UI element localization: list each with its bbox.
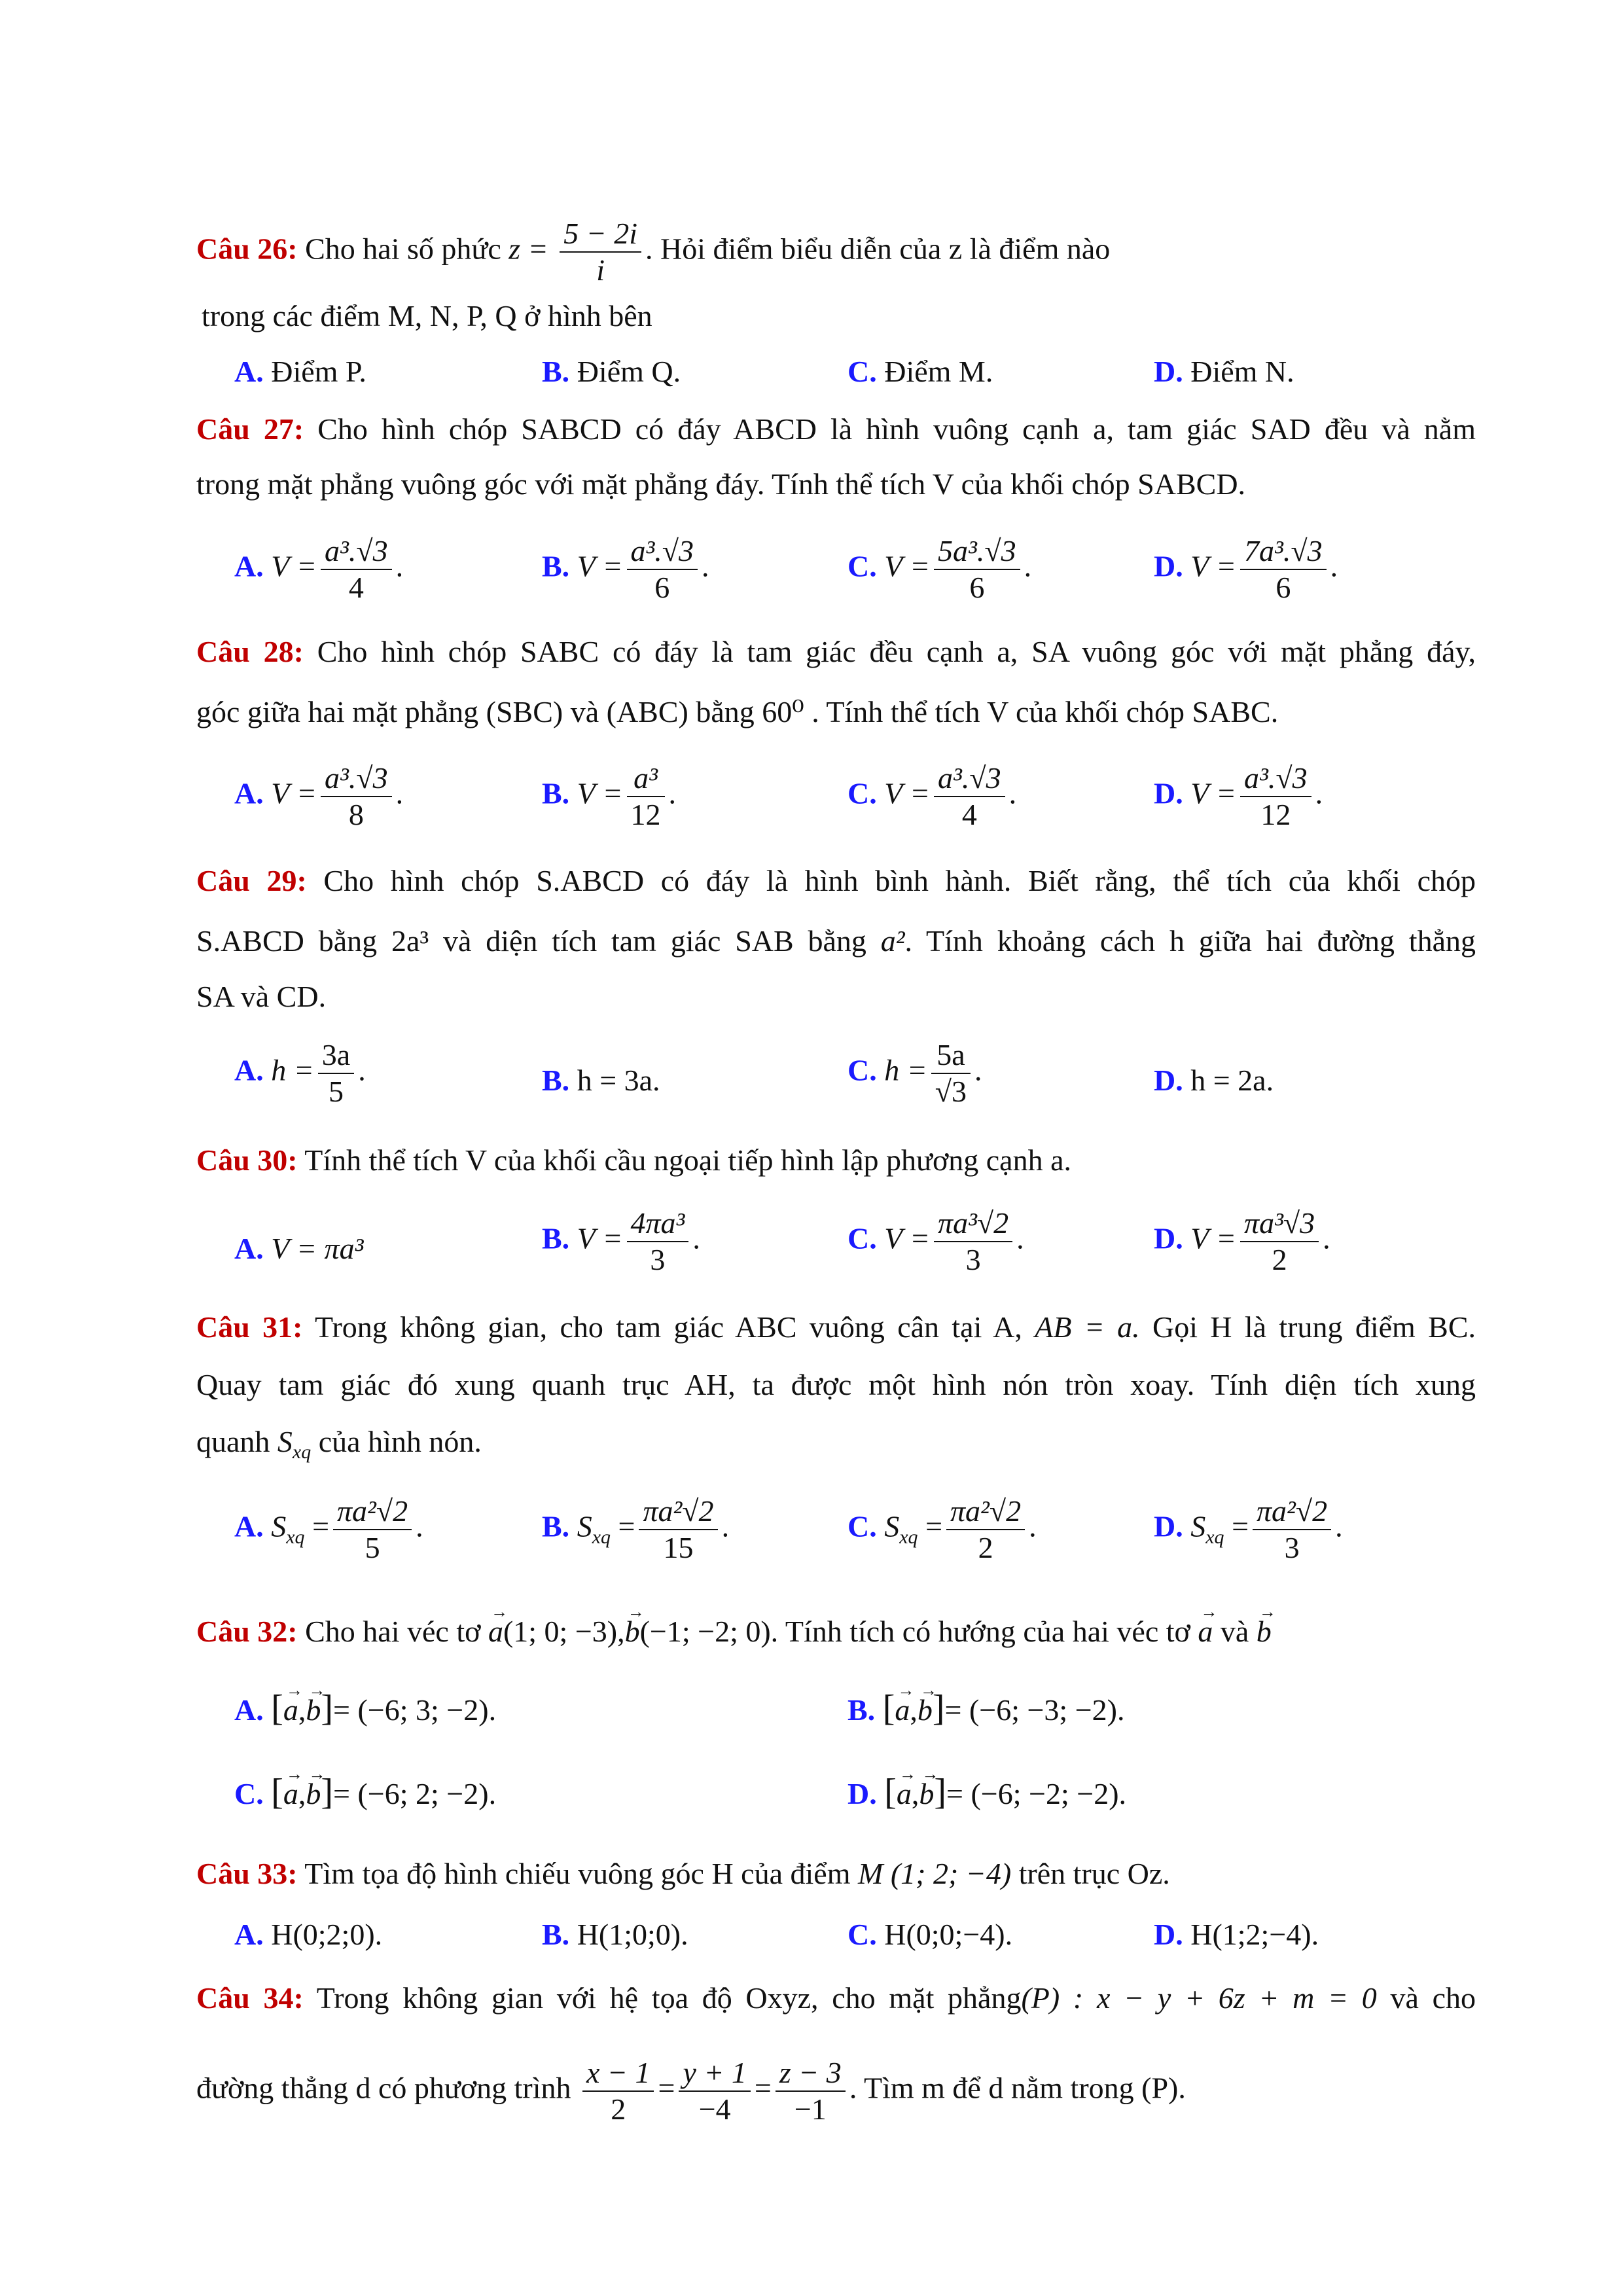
option-text: H(1;2;−4). [1183,1918,1319,1951]
option-label: D. [847,1777,877,1810]
option-label: D. [1154,1221,1183,1255]
q34-label: Câu 34: [196,1981,304,2015]
q31-option-b[interactable]: B. $S_{xq}$ = $\frac{\text{πa²√2}}{15}$ . [542,1494,730,1564]
vector-b-coords: (−1; −2; 0). [639,1615,779,1648]
frac-den: 12 [1260,798,1291,831]
q30-option-b[interactable]: B. V = $\frac{\text{4πa³}}{3}$ . [542,1206,700,1276]
q31-stem1b: Gọi H là trung điểm BC. [1139,1310,1476,1344]
option-label: B. [542,776,570,810]
vector-b: → b [306,1692,321,1729]
q31-s-sub: xq [292,1441,312,1463]
q29-option-d[interactable] [1154,1062,1274,1099]
option-fraction [934,761,1005,833]
frac-den: 4 [961,798,977,831]
option-lhs: V = [1190,549,1237,583]
frac-num: πa²√2 [333,1494,412,1530]
q29-line3: SA và CD. [196,980,327,1013]
vector-a: → a [1198,1613,1213,1650]
option-lhs: V = [271,549,317,583]
frac-den: √3 [935,1075,967,1108]
frac-den: 3 [1284,1531,1300,1564]
frac-den: 12 [630,798,661,831]
option-fraction [1240,1206,1319,1278]
option-label: D. [1154,1918,1183,1951]
q28-option-a[interactable]: A. V = $\frac{\text{a³.√3}}{8}$ . [234,761,404,831]
vector-a-coords: (1; 0; −3), [503,1615,625,1648]
option-label: D. [1154,776,1183,810]
option-label: D. [1154,355,1183,388]
option-label: B. [847,1693,876,1727]
q32-option-b[interactable]: B. [→ a,→ b]= (−6; −3; −2). [847,1690,1124,1729]
frac-num: a³ [627,761,665,797]
option-text: H(0;0;−4). [876,1918,1013,1951]
option-label: D. [1154,1064,1183,1097]
option-lhs: h = [271,1053,314,1087]
frac-den: 3 [965,1243,981,1276]
q28-option-b[interactable]: B. V = $\frac{\text{a³}}{12}$ . [542,761,676,831]
option-fraction [1240,761,1311,833]
vector-b: → b [1257,1613,1272,1650]
q33-label: Câu 33: [196,1857,298,1890]
frac-num: 7a³.√3 [1240,533,1327,570]
q31-option-a[interactable]: A. $S_{xq}$ = $\frac{\text{πa²√2}}{5}$ . [234,1494,423,1564]
option-text: h = 2a. [1190,1064,1274,1097]
option-text: Điểm N. [1183,355,1294,388]
q27-line1 [196,411,1476,448]
vector-a: → a [488,1613,503,1650]
option-lhs: V = [884,1221,931,1255]
vector-a: → a [895,1692,910,1729]
option-fraction [639,1494,717,1566]
q31-label: Câu 31: [196,1310,303,1344]
vector-a: → a [897,1776,912,1812]
q33-stem2: trên trục Oz. [1011,1857,1170,1890]
frac-den: 6 [1275,571,1291,604]
option-label: A. [234,549,264,583]
vector-a: → a [283,1776,298,1812]
option-label: B. [542,1509,570,1543]
q32-option-d[interactable]: D. [→ a,→ b]= (−6; −2; −2). [847,1774,1126,1812]
q32-options-row2 [0,1774,1623,1813]
q27-options [0,533,1623,612]
q30-option-c[interactable]: C. V = $\frac{\text{πa³√2}}{3}$ . [847,1206,1024,1276]
q28-stem: Cho hình chóp SABC có đáy là tam giác đều cạnh a, SA vuông góc với mặt phẳng đáy, [303,635,1476,668]
option-label: A. [234,1918,264,1951]
q32-options-row1 [0,1690,1623,1729]
q26-fraction [560,216,641,288]
option-label: D. [1154,549,1183,583]
q31-ab: AB = a. [1035,1310,1140,1344]
q33-option-b[interactable] [542,1916,688,1953]
frac-num: 3a [318,1037,354,1074]
q26-stem: Cho hai số phức [297,232,509,266]
option-lhs: V = [577,1221,623,1255]
q28-stem2: góc giữa hai mặt phẳng (SBC) và (ABC) bằng [196,695,755,728]
option-label: B. [542,549,570,583]
q33-option-d[interactable] [1154,1916,1319,1953]
q33-options [0,1916,1623,1953]
vector-a: → a [283,1692,298,1729]
q29-option-b[interactable] [542,1062,660,1099]
frac-den: 2 [978,1531,993,1564]
option-fraction [1253,1494,1331,1566]
q31-option-d[interactable]: D. $S_{xq}$ = $\frac{\text{πa²√2}}{3}$ . [1154,1494,1343,1564]
option-fraction [946,1494,1025,1566]
option-label: C. [847,1509,877,1543]
q29-stem: Cho hình chóp S.ABCD có đáy là hình bình hành. Biết rằng, thể tích của khối chóp [306,864,1476,897]
frac-num: x − 1 [582,2055,654,2092]
frac-num: a³.√3 [321,761,392,797]
option-s: S [884,1509,900,1543]
q33-line1 [196,1856,1170,1892]
frac-num: a³.√3 [1240,761,1311,797]
q31-stem3b: của hình nón. [311,1425,482,1458]
option-label: D. [1154,1509,1183,1543]
frac-num: πa²√2 [946,1494,1025,1530]
q27-option-b[interactable]: B. V = $\frac{\text{a³.√3}}{6}$ . [542,534,709,604]
q26-line1 [196,216,1110,288]
q32-and: và [1220,1615,1249,1648]
option-text: h = 3a. [577,1064,660,1097]
q34-frac-y [679,2055,750,2127]
q30-option-a[interactable] [234,1230,363,1267]
option-label: C. [847,355,877,388]
option-fraction [318,1037,354,1109]
frac-den: −4 [698,2092,731,2126]
option-label: A. [234,1693,264,1727]
frac-den: 6 [969,571,985,604]
frac-den: 2 [1272,1243,1287,1276]
frac-num: a³.√3 [934,761,1005,797]
q26-den: i [596,253,605,287]
option-lhs: V = [1190,776,1237,810]
vector-b: → b [919,1776,934,1812]
option-text: H(0;2;0). [263,1918,383,1951]
q31-options [0,1494,1623,1579]
option-text: Điểm P. [263,355,366,388]
option-fraction [934,533,1020,605]
option-fraction [1240,533,1327,605]
q32-stem: Cho hai véc tơ [297,1615,481,1648]
q26-option-a[interactable] [234,353,366,390]
frac-num: a³.√3 [321,533,392,570]
q28-angle: 60⁰ [762,695,804,728]
frac-den: 2 [611,2092,626,2126]
q34-line1 [196,1980,1476,2017]
q31-stem3a: quanh [196,1425,270,1458]
q32-label: Câu 32: [196,1615,298,1648]
q29-option-a[interactable]: A. h = $\frac{3a}{5}$ . [234,1038,366,1108]
q29-area: a² [880,924,905,958]
q30-option-d[interactable]: D. V = $\frac{\text{πa³√3}}{2}$ . [1154,1206,1330,1276]
option-label: A. [234,1509,264,1543]
option-s: S [577,1509,592,1543]
q29-option-c[interactable]: C. h = $\frac{5a}{√3}$ . [847,1038,982,1108]
q32-stem2: Tính tích có hướng của hai véc tơ [778,1615,1190,1648]
q33-stem: Tìm tọa độ hình chiếu vuông góc H của điểm [297,1857,851,1890]
q31-s: S [277,1425,293,1458]
option-lhs: V = [884,549,931,583]
q27-stem: Cho hình chóp SABCD có đáy ABCD là hình vuông cạnh a, tam giác SAD đều và nằm [304,412,1476,446]
option-result: = (−6; 2; −2). [333,1777,497,1810]
q29-volume: 2a³ [391,924,429,958]
frac-num: 5a³.√3 [934,533,1020,570]
option-s: S [1190,1509,1206,1543]
frac-num: y + 1 [679,2055,750,2092]
q28-stem3: . Tính thể tích V của khối chóp SABC. [804,695,1279,728]
vector-b: → b [625,1613,640,1650]
q26-lhs: z = [508,232,548,266]
option-fraction [627,533,698,605]
q34-stem2a: đường thẳng d có phương trình [196,2071,571,2105]
frac-den: 5 [328,1075,344,1108]
option-label: A. [234,1053,264,1087]
option-s-sub: xq [1205,1526,1224,1548]
option-fraction [934,1206,1012,1278]
q29-stem2a: S.ABCD bằng [196,924,378,958]
frac-num: 5a [931,1037,971,1074]
frac-num: a³.√3 [627,533,698,570]
option-label: A. [234,776,264,810]
q26-option-d[interactable] [1154,353,1294,390]
q32-option-c[interactable]: C. [→ a,→ b]= (−6; 2; −2). [234,1774,496,1812]
q28-options [0,761,1623,839]
frac-den: 3 [650,1243,666,1276]
q31-stem: Trong không gian, cho tam giác ABC vuông cân tại A, [302,1310,1022,1344]
q31-line2: Quay tam giác đó xung quanh trục AH, ta được một hình nón tròn xoay. Tính diện tích xung [196,1368,1476,1401]
vector-b: → b [306,1776,321,1812]
q26-num: 5 − 2i [560,216,641,253]
q32-line1 [196,1613,1272,1650]
q29-label: Câu 29: [196,864,307,897]
option-s-sub: xq [592,1526,611,1548]
frac-den: 15 [663,1531,694,1564]
q29-line2 [196,923,1476,960]
frac-num: πa²√2 [639,1494,717,1530]
q28-line2 [196,694,1278,730]
option-lhs: V = [577,776,623,810]
option-fraction [333,1494,412,1566]
option-result: = (−6; −3; −2). [944,1693,1125,1727]
option-label: C. [847,776,877,810]
q27-option-d[interactable]: D. V = $\frac{\text{7a³.√3}}{6}$ . [1154,534,1338,604]
frac-num: πa³√3 [1240,1206,1319,1242]
option-label: C. [234,1777,264,1810]
option-label: C. [847,1221,877,1255]
option-label: B. [542,1064,570,1097]
q29-stem2c: . Tính khoảng cách h giữa hai đường thẳng [904,924,1476,958]
frac-den: 4 [348,571,364,604]
q34-frac-x [582,2055,654,2127]
q34-stem2b: . Tìm m để d nằm trong (P). [849,2071,1186,2105]
q31-line3 [196,1424,482,1471]
q29-line1 [196,863,1476,899]
option-lhs: V = [884,776,931,810]
option-label: B. [542,1918,570,1951]
option-label: C. [847,549,877,583]
option-label: B. [542,1221,570,1255]
q26-stem2: . Hỏi điểm biểu diễn của z là điểm nào [645,232,1111,266]
q30-options [0,1206,1623,1284]
option-fraction [627,761,665,833]
frac-num: πa²√2 [1253,1494,1331,1530]
option-label: C. [847,1053,877,1087]
option-result: = (−6; −2; −2). [946,1777,1127,1810]
q26-option-b[interactable] [542,353,681,390]
option-lhs: V = [1190,1221,1237,1255]
option-label: A. [234,1232,264,1265]
option-s-sub: xq [899,1526,918,1548]
option-lhs: h = [884,1053,927,1087]
q29-stem2b: và diện tích tam giác SAB bằng [429,924,866,958]
frac-den: 8 [348,798,364,831]
q27-line2: trong mặt phẳng vuông góc với mặt phẳng đáy. Tính thể tích V của khối chóp SABCD. [196,467,1246,501]
option-fraction [321,761,392,833]
q33-option-a[interactable] [234,1916,382,1953]
q26-label: Câu 26: [196,232,298,266]
q26-line2: trong các điểm M, N, P, Q ở hình bên [202,299,652,332]
option-text: V = πa³ [271,1232,364,1265]
q34-frac-z [776,2055,846,2127]
q34-plane: (P) : x − y + 6z + m = 0 [1021,1981,1377,2015]
q27-option-a[interactable]: A. V = $\frac{\text{a³.√3}}{4}$ . [234,534,404,604]
frac-num: 4πa³ [627,1206,689,1242]
q28-label: Câu 28: [196,635,304,668]
option-s-sub: xq [286,1526,305,1548]
frac-num: πa³√2 [934,1206,1012,1242]
q26-options [0,353,1623,390]
q27-option-c[interactable]: C. V = $\frac{\text{5a³.√3}}{6}$ . [847,534,1032,604]
q32-option-a[interactable]: A. [→ a,→ b]= (−6; 3; −2). [234,1690,496,1729]
q30-line1 [196,1142,1071,1179]
option-text: Điểm M. [876,355,993,388]
option-text: H(1;0;0). [569,1918,688,1951]
q28-option-c[interactable]: C. V = $\frac{\text{a³.√3}}{4}$ . [847,761,1017,831]
q30-label: Câu 30: [196,1143,298,1177]
q30-stem: Tính thể tích V của khối cầu ngoại tiếp hình lập phương cạnh a. [297,1143,1072,1177]
option-fraction [321,533,392,605]
q28-line1 [196,634,1476,670]
option-fraction [627,1206,689,1278]
option-fraction [931,1037,971,1109]
q33-option-c[interactable] [847,1916,1012,1953]
q34-line2: đường thẳng d có phương trình $\frac{x - 1}{2}$ = $\frac{y + 1}{-4}$ = $\frac{z - 3}{-1}$ . Tìm m để d nằm trong (P). [196,2056,1186,2126]
option-result: = (−6; 3; −2). [333,1693,497,1727]
option-s: S [271,1509,287,1543]
frac-den: −1 [794,2092,827,2126]
q28-option-d[interactable]: D. V = $\frac{\text{a³.√3}}{12}$ . [1154,761,1323,831]
option-label: B. [542,355,570,388]
vector-b: → b [918,1692,933,1729]
option-label: A. [234,355,264,388]
q33-point: M (1; 2; −4) [858,1857,1012,1890]
q34-stem: Trong không gian với hệ tọa độ Oxyz, cho mặt phẳng [303,1981,1022,2015]
q34-stem1b: và cho [1376,1981,1476,2015]
frac-num: z − 3 [776,2055,846,2092]
option-lhs: V = [271,776,317,810]
q31-option-c[interactable]: C. $S_{xq}$ = $\frac{\text{πa²√2}}{2}$ . [847,1494,1037,1564]
option-text: Điểm Q. [569,355,681,388]
frac-den: 6 [654,571,670,604]
q26-option-c[interactable] [847,353,993,390]
q31-line1 [196,1309,1476,1346]
frac-den: 5 [365,1531,380,1564]
q27-label: Câu 27: [196,412,304,446]
option-lhs: V = [577,549,623,583]
q29-options [0,1037,1623,1122]
option-label: C. [847,1918,877,1951]
